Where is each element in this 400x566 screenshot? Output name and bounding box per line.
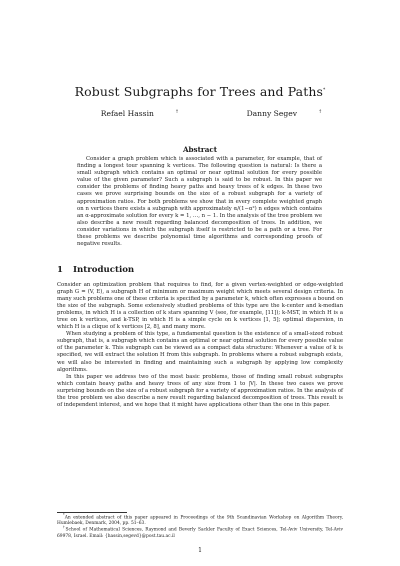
footnote-divider [57,512,127,513]
footnote: †School of Mathematical Sciences, Raymond and Beverly Sackler Faculty of Exact Sciences, Tel-Aviv University, Tel-Aviv 69978, Israel. Email: {hassin,segevd}@post.tau.ac.il [57,525,343,539]
footnotes [57,515,343,540]
page-number: 1 [198,547,202,554]
paper-title: Robust Subgraphs for Trees and Paths* [74,84,326,99]
author-list [0,109,400,118]
body-paragraph: Consider an optimization problem that requires to find, for a given vertex-weighted or edge-weighted graph G = (V, E), a subgraph H of minimum or maximum weight which meets several design criteria. In many such problems one of these criteria is specified by a parameter k, which often expresses a bound on the size of the subgraph. Some extensively studied problems of this type are the k-center and k-median problems, in which H is a collection of k stars spanning V (see, for example, [11]); k-MST, in which H is a tree on k vertices, and k-TSP, in which H is a simple cycle on k vertices [1, 5]; optimal dispersion, in which H is a clique of k vertices [2, 8], and many more. [57,282,343,331]
author: Danny Segev † [246,109,322,118]
abstract-paragraph: Consider a graph problem which is associated with a parameter, for example, that of finding a longest tour spanning k vertices. The following question is natural: Is there a small subgraph which contains an optimal or near optimal solution for every possible value of the given parameter? Such a subgraph is said to be robust. In this paper we consider the problems of finding heavy paths and heavy trees of k edges. In these two cases we prove surprising bounds on the size of a robust subgraph for a variety of approximation ratios. For both problems we show that in every complete weighted graph on n vertices there exists a subgraph with approximately α/(1−α²) n edges which contains an α-approximate solution for every k = 1, …, n − 1. In the analysis of the tree problem we also describe a new result regarding balanced decomposition of trees. In addition, we consider variations in which the subgraph itself is restricted to be a path or a tree. For these problems we describe polynomial time algorithms and corresponding proofs of negative results. [77,156,322,248]
body-paragraph: In this paper we address two of the most basic problems, those of finding small robust subgraphs which contain heavy paths and heavy trees of any size from 1 to |V|. In these two cases we prove surprising bounds on the size of a robust subgraph for a variety of approximation ratios. In the analysis of the tree problem we also describe a new result regarding balanced decomposition of trees. This result is of independent interest, and we hope that it might have applications other than the one in this paper. [57,373,343,408]
section-title: Introduction [72,265,135,275]
footnote: *An extended abstract of this paper appeared in Proceedings of the 9th Scandinavian Workshop on Algorithm Theory, Humlebaek, Denmark, 2004, pp. 51–63. [57,513,343,527]
title-footnote-mark: * [323,87,326,93]
body-paragraph: When studying a problem of this type, a fundamental question is the existence of a small-sized robust subgraph, that is, a subgraph which contains an optimal or near optimal solution for every possible value of the parameter k. This subgraph can be viewed as a compact data structure: Whenever a value of k is specified, we will extract the solution H from this subgraph. In problems where a robust subgraph exists, we will also be interested in finding and maintaining such a subgraph by applying low complexity algorithms. [57,331,343,373]
author: Refael Hassin † [100,109,179,118]
section-body [57,282,343,409]
section-heading [57,265,134,275]
section-number: 1 [57,265,63,275]
abstract-heading: Abstract [182,145,218,154]
abstract-body [77,156,322,248]
